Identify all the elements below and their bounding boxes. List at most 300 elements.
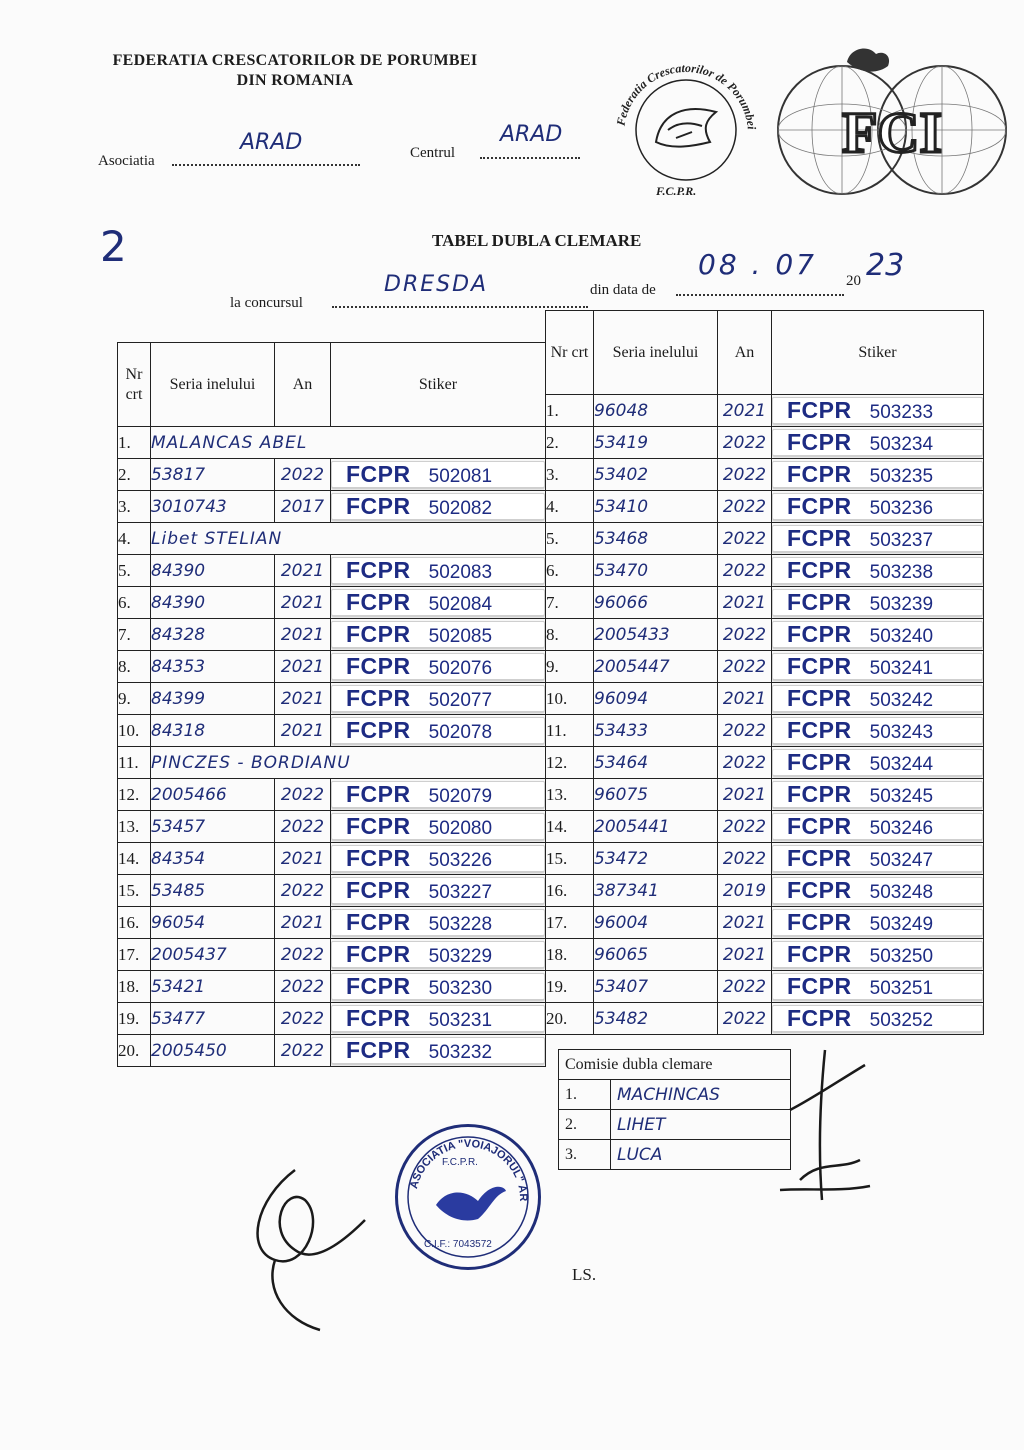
sticker-label (331, 1037, 545, 1064)
year-value: 23 (866, 248, 905, 283)
sticker-cell (772, 747, 984, 779)
table-row (546, 683, 984, 715)
table-row (118, 523, 546, 555)
sticker-cell (772, 811, 984, 843)
row-nr: 13. (118, 811, 151, 843)
table-row (546, 971, 984, 1003)
commission-table (558, 1049, 791, 1170)
table-row (118, 683, 546, 715)
sticker-prefix: FCPR (787, 973, 852, 999)
sticker-number: 502077 (428, 690, 493, 711)
ring-year: 2021 (275, 587, 331, 619)
row-nr: 8. (118, 651, 151, 683)
sticker-cell (331, 971, 546, 1003)
sticker-prefix: FCPR (346, 973, 411, 999)
row-nr: 20. (546, 1003, 594, 1035)
sticker-label (331, 813, 545, 840)
ring-year: 2022 (718, 843, 772, 875)
header-seria-right: Seria inelului (594, 311, 718, 395)
owner-name: MALANCAS ABEL (151, 427, 546, 459)
sticker-label (331, 1005, 545, 1032)
row-nr: 20. (118, 1035, 151, 1067)
sticker-prefix: FCPR (787, 845, 852, 871)
row-nr: 2. (118, 459, 151, 491)
ring-year: 2022 (275, 459, 331, 491)
year-prefix: 20 (846, 273, 861, 289)
sticker-label (331, 877, 545, 904)
ring-year: 2022 (718, 811, 772, 843)
sticker-cell (331, 843, 546, 875)
sticker-label (772, 557, 983, 584)
sticker-cell (772, 939, 984, 971)
ring-year: 2022 (275, 939, 331, 971)
sticker-label (331, 909, 545, 936)
sticker-label (772, 429, 983, 456)
ring-series: 2005450 (151, 1035, 275, 1067)
sticker-cell (772, 875, 984, 907)
sticker-label (772, 749, 983, 776)
commission-nr: 1. (559, 1080, 611, 1110)
sticker-label (772, 621, 983, 648)
sticker-number: 503245 (869, 786, 934, 807)
ring-series: 84318 (151, 715, 275, 747)
sticker-label (331, 493, 545, 520)
header-seria-left: Seria inelului (151, 343, 275, 427)
sticker-number: 502082 (428, 498, 493, 519)
right-table (545, 310, 984, 1035)
ring-series: 53433 (594, 715, 718, 747)
sticker-cell (331, 683, 546, 715)
sticker-number: 502079 (428, 786, 493, 807)
sticker-number: 503230 (428, 978, 493, 999)
commission-member-name: LIHET (611, 1110, 791, 1140)
date-label: din data de (590, 282, 656, 298)
sticker-cell (331, 459, 546, 491)
sticker-prefix: FCPR (346, 845, 411, 871)
sticker-cell (331, 491, 546, 523)
page-number: 2 (100, 222, 127, 271)
row-nr: 10. (546, 683, 594, 715)
table-row (118, 459, 546, 491)
sticker-number: 503228 (428, 914, 493, 935)
sticker-cell (772, 1003, 984, 1035)
sticker-number: 502083 (428, 562, 493, 583)
sticker-prefix: FCPR (787, 493, 852, 519)
ring-year: 2019 (718, 875, 772, 907)
sticker-label (331, 973, 545, 1000)
centrul-label: Centrul (410, 145, 455, 161)
sticker-cell (772, 971, 984, 1003)
header-stiker-right: Stiker (772, 311, 984, 395)
header-an-right: An (718, 311, 772, 395)
sticker-number: 502078 (428, 722, 493, 743)
ring-series: 84354 (151, 843, 275, 875)
row-nr: 3. (118, 491, 151, 523)
sticker-prefix: FCPR (346, 461, 411, 487)
sticker-number: 503226 (428, 850, 493, 871)
sticker-cell (331, 555, 546, 587)
sticker-label (772, 941, 983, 968)
sticker-label (772, 589, 983, 616)
ring-series: 96094 (594, 683, 718, 715)
sticker-number: 503239 (869, 594, 934, 615)
row-nr: 15. (546, 843, 594, 875)
table-row (118, 587, 546, 619)
ring-year: 2021 (275, 555, 331, 587)
sticker-number: 503236 (869, 498, 934, 519)
row-nr: 19. (118, 1003, 151, 1035)
table-row (118, 811, 546, 843)
sticker-number: 503249 (869, 914, 934, 935)
row-nr: 14. (546, 811, 594, 843)
sticker-cell (772, 907, 984, 939)
table-row (546, 779, 984, 811)
sticker-prefix: FCPR (787, 909, 852, 935)
ring-year: 2022 (718, 651, 772, 683)
ring-series: 96066 (594, 587, 718, 619)
table-row (546, 427, 984, 459)
sticker-cell (331, 875, 546, 907)
sticker-cell (331, 587, 546, 619)
sticker-prefix: FCPR (346, 589, 411, 615)
sticker-prefix: FCPR (346, 781, 411, 807)
sticker-number: 503232 (428, 1042, 493, 1063)
sticker-prefix: FCPR (346, 557, 411, 583)
ring-year: 2021 (718, 587, 772, 619)
ring-series: 2005466 (151, 779, 275, 811)
row-nr: 5. (118, 555, 151, 587)
ring-series: 53472 (594, 843, 718, 875)
sticker-prefix: FCPR (787, 749, 852, 775)
table-row (546, 491, 984, 523)
sticker-number: 503251 (869, 978, 934, 999)
sticker-label (331, 941, 545, 968)
sticker-cell (772, 427, 984, 459)
sticker-cell (772, 651, 984, 683)
commission-nr: 3. (559, 1140, 611, 1170)
sticker-number: 503234 (869, 434, 934, 455)
date-value: 08 . 07 (698, 248, 817, 281)
sticker-label (772, 685, 983, 712)
ring-series: 387341 (594, 875, 718, 907)
sticker-number: 502081 (428, 466, 493, 487)
sticker-number: 503235 (869, 466, 934, 487)
table-row (546, 619, 984, 651)
sticker-prefix: FCPR (787, 429, 852, 455)
sticker-cell (772, 715, 984, 747)
sticker-prefix: FCPR (346, 1037, 411, 1063)
sticker-number: 503227 (428, 882, 493, 903)
date-dotted-line (676, 280, 844, 296)
ring-series: 53457 (151, 811, 275, 843)
ring-series: 84390 (151, 587, 275, 619)
document-title: TABEL DUBLA CLEMARE (432, 231, 642, 250)
svg-text:ASOCIATIA "VOIAJORUL" ARAD: ASOCIATIA "VOIAJORUL" AR (408, 1137, 530, 1202)
table-row (118, 843, 546, 875)
svg-text:Federatia Crescatorilor de Por: Federatia Crescatorilor de Porumbei (613, 60, 759, 131)
header-stiker-left: Stiker (331, 343, 546, 427)
sticker-label (772, 653, 983, 680)
sticker-cell (331, 779, 546, 811)
sticker-prefix: FCPR (787, 621, 852, 647)
row-nr: 16. (118, 907, 151, 939)
commission-member-name: LUCA (611, 1140, 791, 1170)
sticker-cell (772, 843, 984, 875)
sticker-prefix: FCPR (787, 813, 852, 839)
row-nr: 6. (118, 587, 151, 619)
ring-year: 2022 (718, 971, 772, 1003)
sticker-cell (331, 1035, 546, 1067)
ring-series: 96004 (594, 907, 718, 939)
sticker-number: 503229 (428, 946, 493, 967)
left-table (117, 342, 546, 1067)
federation-name-line2: DIN ROMANIA (236, 72, 354, 89)
sticker-prefix: FCPR (787, 685, 852, 711)
ring-series: 84390 (151, 555, 275, 587)
table-row (546, 715, 984, 747)
sticker-number: 503243 (869, 722, 934, 743)
row-nr: 4. (546, 491, 594, 523)
association-stamp (395, 1124, 541, 1270)
commission-signature (770, 1040, 890, 1210)
sticker-label (772, 813, 983, 840)
sticker-cell (772, 491, 984, 523)
sticker-number: 503247 (869, 850, 934, 871)
ring-year: 2022 (718, 715, 772, 747)
sticker-label (331, 461, 545, 488)
sticker-label (772, 877, 983, 904)
sticker-prefix: FCPR (346, 621, 411, 647)
sticker-number: 502084 (428, 594, 493, 615)
ring-year: 2021 (275, 683, 331, 715)
sticker-label (772, 397, 983, 424)
sticker-cell (331, 651, 546, 683)
sticker-cell (772, 587, 984, 619)
fcpr-dove-icon (606, 42, 766, 202)
table-row (118, 907, 546, 939)
sticker-label (772, 525, 983, 552)
ring-year: 2021 (275, 843, 331, 875)
row-nr: 18. (546, 939, 594, 971)
asociatia-label: Asociatia (98, 153, 155, 169)
sticker-number: 503231 (428, 1010, 493, 1031)
sticker-prefix: FCPR (787, 877, 852, 903)
ring-series: 53485 (151, 875, 275, 907)
ring-series: 84399 (151, 683, 275, 715)
ring-series: 84328 (151, 619, 275, 651)
sticker-prefix: FCPR (787, 525, 852, 551)
table-row (546, 747, 984, 779)
sticker-prefix: FCPR (787, 781, 852, 807)
ring-year: 2021 (718, 683, 772, 715)
row-nr: 2. (546, 427, 594, 459)
sticker-prefix: FCPR (346, 941, 411, 967)
ring-year: 2021 (275, 907, 331, 939)
sticker-label (331, 589, 545, 616)
table-row (546, 843, 984, 875)
sticker-label (331, 653, 545, 680)
row-nr: 13. (546, 779, 594, 811)
sticker-label (772, 909, 983, 936)
ring-year: 2022 (275, 811, 331, 843)
table-row (546, 395, 984, 427)
sticker-prefix: FCPR (346, 813, 411, 839)
table-row (546, 555, 984, 587)
table-row (118, 491, 546, 523)
sticker-number: 502080 (428, 818, 493, 839)
row-nr: 15. (118, 875, 151, 907)
ring-series: 84353 (151, 651, 275, 683)
president-signature (235, 1160, 375, 1335)
sticker-cell (772, 459, 984, 491)
owner-name: PINCZES - BORDIANU (151, 747, 546, 779)
sticker-label (772, 461, 983, 488)
ring-year: 2022 (275, 875, 331, 907)
table-row (546, 459, 984, 491)
sticker-number: 503241 (869, 658, 934, 679)
ring-year: 2022 (718, 619, 772, 651)
stamp-sub: F.C.P.R. (442, 1157, 478, 1168)
row-nr: 4. (118, 523, 151, 555)
commission-nr: 2. (559, 1110, 611, 1140)
contest-value: DRESDA (384, 272, 489, 297)
sticker-label (331, 845, 545, 872)
sticker-number: 503248 (869, 882, 934, 903)
sticker-number: 503252 (869, 1010, 934, 1031)
sticker-cell (772, 523, 984, 555)
ring-series: 96075 (594, 779, 718, 811)
ring-series: 96065 (594, 939, 718, 971)
ring-year: 2022 (275, 1003, 331, 1035)
table-row (546, 651, 984, 683)
ring-year: 2021 (718, 907, 772, 939)
table-row (118, 715, 546, 747)
sticker-label (331, 685, 545, 712)
sticker-prefix: FCPR (346, 717, 411, 743)
sticker-number: 503242 (869, 690, 934, 711)
ring-year: 2021 (275, 619, 331, 651)
ring-series: 2005447 (594, 651, 718, 683)
table-row (546, 811, 984, 843)
ring-year: 2022 (718, 747, 772, 779)
row-nr: 14. (118, 843, 151, 875)
row-nr: 8. (546, 619, 594, 651)
ring-series: 53470 (594, 555, 718, 587)
ring-series: 53482 (594, 1003, 718, 1035)
ring-series: 53468 (594, 523, 718, 555)
table-row (118, 779, 546, 811)
svg-text:FCI: FCI (842, 100, 942, 165)
sticker-cell (331, 811, 546, 843)
sticker-cell (331, 1003, 546, 1035)
ls-label: LS. (572, 1265, 597, 1284)
row-nr: 18. (118, 971, 151, 1003)
sticker-prefix: FCPR (787, 653, 852, 679)
table-row (118, 875, 546, 907)
sticker-number: 502085 (428, 626, 493, 647)
row-nr: 10. (118, 715, 151, 747)
table-row (118, 747, 546, 779)
contest-label: la concursul (230, 295, 303, 311)
sticker-label (331, 557, 545, 584)
sticker-label (772, 717, 983, 744)
ring-year: 2022 (718, 427, 772, 459)
sticker-cell (331, 939, 546, 971)
ring-year: 2022 (275, 779, 331, 811)
sticker-prefix: FCPR (787, 461, 852, 487)
sticker-label (772, 493, 983, 520)
sticker-cell (772, 619, 984, 651)
fci-logo (772, 40, 1012, 200)
sticker-number: 503250 (869, 946, 934, 967)
sticker-prefix: FCPR (787, 941, 852, 967)
ring-year: 2022 (718, 523, 772, 555)
table-row (546, 587, 984, 619)
sticker-prefix: FCPR (787, 557, 852, 583)
sticker-prefix: FCPR (346, 685, 411, 711)
row-nr: 7. (546, 587, 594, 619)
owner-name: Libet STELIAN (151, 523, 546, 555)
table-row (118, 971, 546, 1003)
ring-series: 3010743 (151, 491, 275, 523)
commission-member-name: MACHINCAS (611, 1080, 791, 1110)
sticker-cell (772, 779, 984, 811)
ring-series: 53419 (594, 427, 718, 459)
header-nr-left: Nr crt (118, 343, 151, 427)
table-row (546, 875, 984, 907)
table-row (118, 939, 546, 971)
fcpr-abbrev: F.C.P.R. (656, 184, 697, 198)
sticker-number: 503233 (869, 402, 934, 423)
row-nr: 17. (118, 939, 151, 971)
row-nr: 6. (546, 555, 594, 587)
ring-series: 96054 (151, 907, 275, 939)
ring-series: 2005441 (594, 811, 718, 843)
table-row (546, 523, 984, 555)
sticker-number: 503244 (869, 754, 934, 775)
sticker-label (331, 781, 545, 808)
sticker-label (331, 621, 545, 648)
ring-year: 2022 (718, 1003, 772, 1035)
centrul-value: ARAD (500, 122, 563, 147)
sticker-number: 503238 (869, 562, 934, 583)
row-nr: 17. (546, 907, 594, 939)
ring-series: 53410 (594, 491, 718, 523)
ring-year: 2022 (718, 555, 772, 587)
federation-name-line1: FEDERATIA CRESCATORILOR DE PORUMBEI (112, 52, 478, 69)
ring-series: 53402 (594, 459, 718, 491)
ring-series: 96048 (594, 395, 718, 427)
ring-year: 2021 (275, 651, 331, 683)
table-row (546, 1003, 984, 1035)
sticker-prefix: FCPR (787, 397, 852, 423)
sticker-number: 503237 (869, 530, 934, 551)
table-row (546, 907, 984, 939)
ring-series: 53817 (151, 459, 275, 491)
sticker-prefix: FCPR (346, 877, 411, 903)
sticker-prefix: FCPR (346, 909, 411, 935)
row-nr: 11. (546, 715, 594, 747)
sticker-cell (331, 715, 546, 747)
table-row (546, 939, 984, 971)
ring-year: 2021 (718, 779, 772, 811)
row-nr: 12. (118, 779, 151, 811)
header-nr-right: Nr crt (546, 311, 594, 395)
sticker-prefix: FCPR (787, 717, 852, 743)
ring-series: 53421 (151, 971, 275, 1003)
sticker-label (772, 1005, 983, 1032)
fcpr-logo (606, 42, 766, 202)
